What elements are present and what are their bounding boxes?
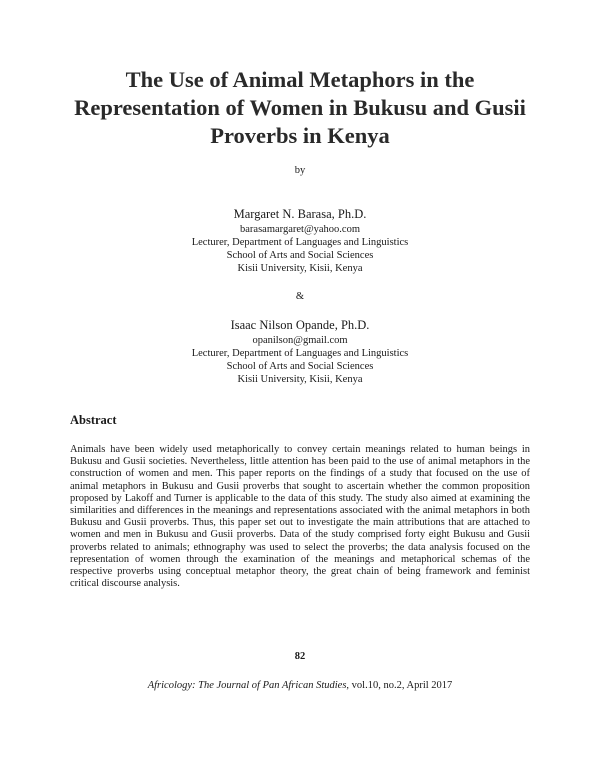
author-separator: &: [295, 291, 305, 302]
author-institution: Kisii University, Kisii, Kenya: [237, 374, 363, 385]
author-school: School of Arts and Social Sciences: [226, 361, 374, 372]
author-email: barasamargaret@yahoo.com: [240, 224, 360, 235]
author-block-1: [0, 206, 600, 275]
paper-title: The Use of Animal Metaphors in the Representation of Women in Bukusu and Gusii Proverbs in Kenya: [74, 67, 526, 148]
author-position: Lecturer, Department of Languages and Linguistics: [191, 237, 409, 248]
abstract-text: Animals have been widely used metaphorically to convey certain meanings related to human beings in Bukusu and Gusii societies. Nevertheless, little attention has been paid to the use of animal metaphors in the construction of women and men. This paper reports on the findings of a study that focused on the use of animal metaphors in Bukusu and Gusii proverbs that sought to ascertain whether the common proposition proposed by Lakoff and Turner is applicable to the data of this study. The study also aimed at examining the similarities and differences in the meanings and representations associated with the animal metaphors in both Bukusu and Gusii proverbs. Thus, this paper set out to investigate the main attributions that are attached to women and men in Bukusu and Gusii proverbs. Data of the study comprised forty eight Bukusu and Gusii proverbs related to animals; ethnography was used to select the proverbs; the data analysis focused on the representation of women through the examination of the meanings and metaphorical schemas of the respective proverbs using conceptual metaphor theory, the great chain of being framework and feminist critical discourse analysis.: [70, 444, 530, 590]
author-email: opanilson@gmail.com: [252, 335, 348, 346]
author-block-2: [0, 317, 600, 386]
author-name: Margaret N. Barasa, Ph.D.: [233, 207, 367, 221]
abstract-heading: Abstract: [70, 413, 117, 427]
journal-name: Africology: The Journal of Pan African Studies: [147, 680, 347, 691]
author-school: School of Arts and Social Sciences: [226, 250, 374, 261]
author-position: Lecturer, Department of Languages and Linguistics: [191, 348, 409, 359]
author-name: Isaac Nilson Opande, Ph.D.: [230, 318, 370, 332]
page-number: 82: [294, 651, 306, 662]
journal-footer: [0, 680, 600, 691]
by-line: by: [294, 165, 306, 176]
author-institution: Kisii University, Kisii, Kenya: [237, 263, 363, 274]
journal-issue: , vol.10, no.2, April 2017: [346, 680, 453, 691]
